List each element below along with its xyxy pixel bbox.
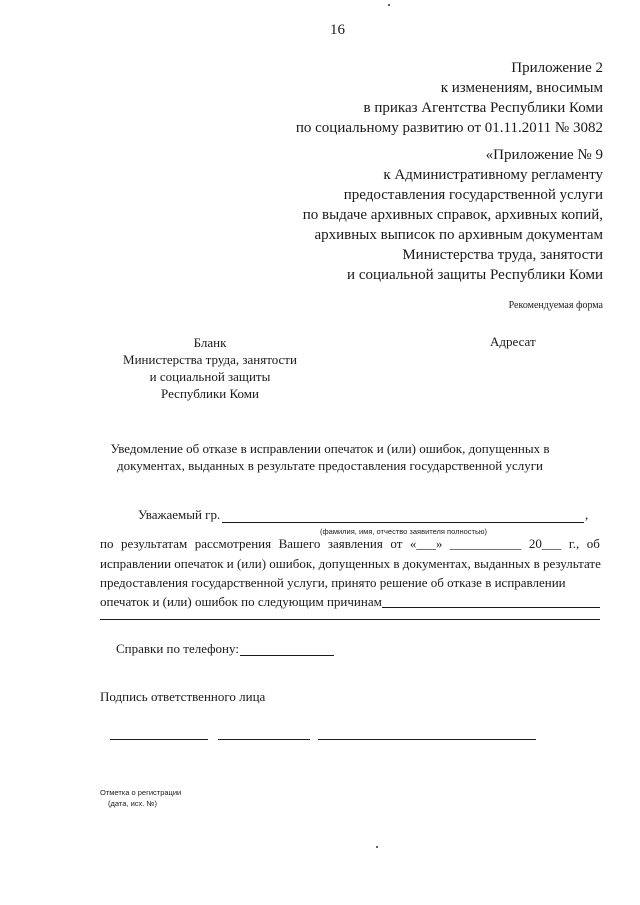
regulation-appendix-line: по выдаче архивных справок, архивных копий, xyxy=(302,207,603,223)
regulation-appendix-line: «Приложение № 9 xyxy=(485,147,603,163)
header-appendix-line: по социальному развитию от 01.11.2011 № 3082 xyxy=(295,120,603,136)
phone-label: Справки по телефону: xyxy=(116,641,239,656)
blank-block-line: Республики Коми xyxy=(161,386,259,401)
body-line: предоставления государственной услуги, принято решение об отказе в исправлении xyxy=(100,575,566,590)
applicant-name-hint: (фамилия, имя, отчество заявителя полностью) xyxy=(320,527,488,536)
signature-label: Подпись ответственного лица xyxy=(100,689,266,704)
body-date-day: «___» xyxy=(409,536,443,551)
body-word: заявления xyxy=(327,536,383,551)
page-number: 16 xyxy=(330,22,345,38)
phone-fill-line xyxy=(240,655,334,656)
body-date-month: ___________ xyxy=(449,536,522,551)
addressee-label: Адресат xyxy=(490,334,536,349)
body-word: от xyxy=(390,536,403,551)
notice-title-line: документах, выданных в результате предоставления государственной услуги xyxy=(117,458,543,473)
notice-title xyxy=(60,440,600,474)
body-line: исправлении опечаток и (или) ошибок, допущенных в документах, выданных в результате xyxy=(100,556,601,571)
registration-mark-label: Отметка о регистрации xyxy=(100,788,182,797)
regulation-appendix-line: предоставления государственной услуги xyxy=(343,187,603,203)
body-word: по xyxy=(100,536,114,551)
signature-name-line xyxy=(318,739,536,740)
regulation-appendix xyxy=(303,145,603,285)
scan-speck xyxy=(388,4,390,6)
body-line-reasons: опечаток и (или) ошибок по следующим причинам xyxy=(100,594,382,609)
reasons-fill-line-2 xyxy=(100,619,600,620)
body-word: г., xyxy=(568,536,580,551)
regulation-appendix-line: Министерства труда, занятости xyxy=(402,247,603,263)
salutation-comma: , xyxy=(585,507,589,522)
body-line-justified xyxy=(100,536,600,556)
header-appendix-line: к изменениям, вносимым xyxy=(440,80,603,96)
signature-position-line xyxy=(110,739,208,740)
notice-title-line: Уведомление об отказе в исправлении опечаток и (или) ошибок, допущенных в xyxy=(110,441,550,456)
salutation-label: Уважаемый гр. xyxy=(138,507,221,522)
body-word: об xyxy=(586,536,600,551)
blank-block xyxy=(100,334,320,402)
signature-sign-line xyxy=(218,739,310,740)
body-word: результатам xyxy=(120,536,188,551)
body-date-year: 20___ xyxy=(528,536,562,551)
scan-speck xyxy=(376,846,378,848)
body-word: рассмотрения xyxy=(194,536,272,551)
reasons-fill-line xyxy=(382,607,600,608)
applicant-name-line xyxy=(222,522,584,523)
blank-block-line: Бланк xyxy=(193,335,227,350)
regulation-appendix-line: и социальной защиты Республики Коми xyxy=(347,267,603,283)
regulation-appendix-line: архивных выписок по архивным документам xyxy=(314,227,603,243)
blank-block-line: и социальной защиты xyxy=(149,369,271,384)
header-appendix-line: в приказ Агентства Республики Коми xyxy=(363,100,603,116)
header-appendix xyxy=(296,58,603,138)
regulation-appendix-line: к Административному регламенту xyxy=(383,167,603,183)
registration-mark-hint: (дата, исх. №) xyxy=(108,799,157,808)
header-appendix-line: Приложение 2 xyxy=(511,60,603,76)
recommended-form-label: Рекомендуемая форма xyxy=(508,300,603,311)
body-word: Вашего xyxy=(278,536,321,551)
blank-block-line: Министерства труда, занятости xyxy=(123,352,297,367)
